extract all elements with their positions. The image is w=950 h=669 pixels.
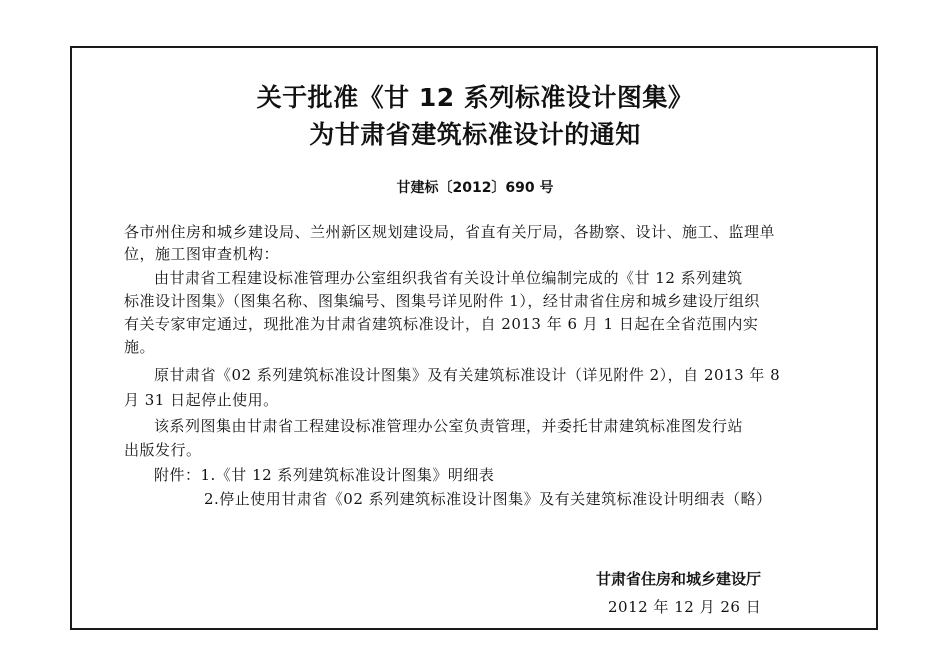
- body-line-recipients-1: 各市州住房和城乡建设局、兰州新区规划建设局，省直有关厅局，各勘察、设计、施工、监理单: [124, 223, 776, 241]
- body-line-paragraph-3b: 出版发行。: [124, 441, 202, 459]
- attachment-item-2: 2.停止使用甘肃省《02 系列建筑标准设计图集》及有关建筑标准设计明细表（略）: [204, 490, 772, 508]
- attachment-item-1: 附件：1.《甘 12 系列建筑标准设计图集》明细表: [154, 466, 495, 484]
- notice-title-line-1: 关于批准《甘 12 系列标准设计图集》: [256, 83, 694, 112]
- notice-title-line-2: 为甘肃省建筑标准设计的通知: [309, 120, 641, 149]
- issue-date: 2012 年 12 月 26 日: [608, 598, 762, 616]
- body-line-paragraph-1c: 有关专家审定通过，现批准为甘肃省建筑标准设计，自 2013 年 6 月 1 日起在全省范围内实: [124, 315, 759, 333]
- body-line-paragraph-1a: 由甘肃省工程建设标准管理办公室组织我省有关设计单位编制完成的《甘 12 系列建筑: [154, 269, 743, 287]
- body-line-paragraph-3a: 该系列图集由甘肃省工程建设标准管理办公室负责管理，并委托甘肃建筑标准图发行站: [154, 417, 744, 435]
- body-line-paragraph-1d: 施。: [124, 338, 156, 356]
- issuing-organization: 甘肃省住房和城乡建设厅: [596, 570, 762, 588]
- body-line-paragraph-2b: 月 31 日起停止使用。: [124, 391, 279, 409]
- body-line-paragraph-2a: 原甘肃省《02 系列建筑标准设计图集》及有关建筑标准设计（详见附件 2），自 2013 年 8: [154, 366, 781, 384]
- body-line-recipients-2: 位，施工图审查机构：: [124, 245, 280, 263]
- document-number: 甘建标〔2012〕690 号: [396, 180, 554, 196]
- body-line-paragraph-1b: 标准设计图集》（图集名称、图集编号、图集号详见附件 1），经甘肃省住房和城乡建设厅组织: [124, 292, 760, 310]
